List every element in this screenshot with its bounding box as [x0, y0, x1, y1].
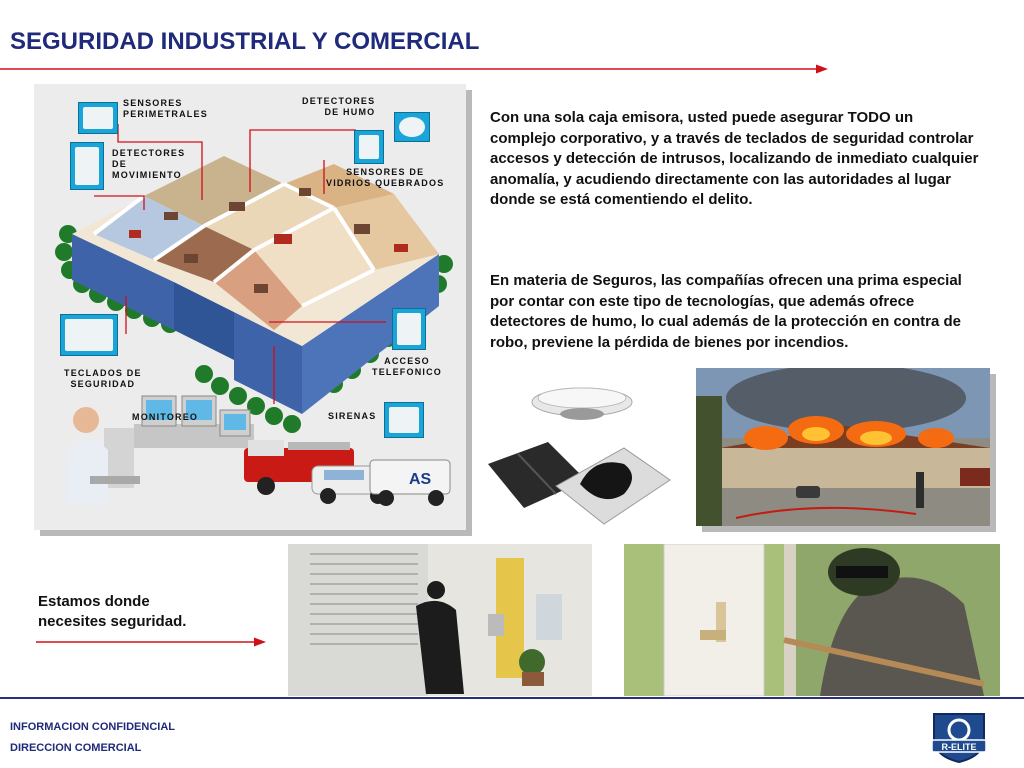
side-note-arrow: [36, 636, 266, 648]
label-acceso-telefonico: ACCESO TELEFONICO: [372, 356, 442, 377]
burglar-door-photo: [624, 544, 1000, 696]
label-detectores-movimiento: DETECTORES DE MOVIMIENTO: [112, 148, 186, 180]
label-sensores-perimetrales: SENSORES PERIMETRALES: [123, 98, 208, 119]
footer-department: DIRECCION COMERCIAL: [10, 742, 142, 754]
glass-break-sensor-icon: [354, 130, 384, 164]
building-fire-photo: [696, 368, 990, 526]
label-teclados-seguridad: TECLADOS DE SEGURIDAD: [64, 368, 142, 389]
motion-detector-icon: [70, 142, 104, 190]
side-note: Estamos donde necesites seguridad.: [38, 593, 187, 630]
svg-text:R-ELITE: R-ELITE: [941, 742, 977, 752]
van-lettering: AS: [409, 471, 432, 488]
title-arrow-rule: [0, 63, 828, 75]
r-elite-logo: [928, 708, 990, 764]
burglar-shutter-photo: [288, 544, 592, 696]
paragraph-emisora: Con una sola caja emisora, usted puede asegurar TODO un complejo corporativo, y a través de teclados de seguridad controlar accesos y detección de intrusos, localizando de inmediato cualquier anomalía, y acudiendo directamente con las autoridades al lugar donde se está comentiendo el delito.: [490, 109, 979, 208]
detector-products-photo: [484, 376, 684, 534]
footer-divider: [0, 697, 1024, 699]
security-system-illustration: [34, 84, 466, 530]
label-detectores-humo: DETECTORES DE HUMO: [302, 96, 376, 117]
phone-access-icon: [392, 308, 426, 350]
footer-confidential: INFORMACION CONFIDENCIAL: [10, 721, 175, 733]
perimeter-sensor-icon: [78, 102, 118, 134]
label-monitoreo: MONITOREO: [132, 412, 199, 422]
siren-icon: [384, 402, 424, 438]
page-title: SEGURIDAD INDUSTRIAL Y COMERCIAL: [10, 28, 480, 55]
label-sirenas: SIRENAS: [328, 411, 377, 421]
paragraph-seguros: En materia de Seguros, las compañías ofrecen una prima especial por contar con este tipo de tecnologías, que además ofrece detectores de humo, lo cual además de la protección en contra de robo, previene la pérdida de bienes por incendios.: [490, 272, 962, 351]
security-keypad-icon: [60, 314, 118, 356]
smoke-detector-icon: [394, 112, 430, 142]
label-sensores-vidrios: SENSORES DE VIDRIOS QUEBRADOS: [326, 167, 445, 188]
